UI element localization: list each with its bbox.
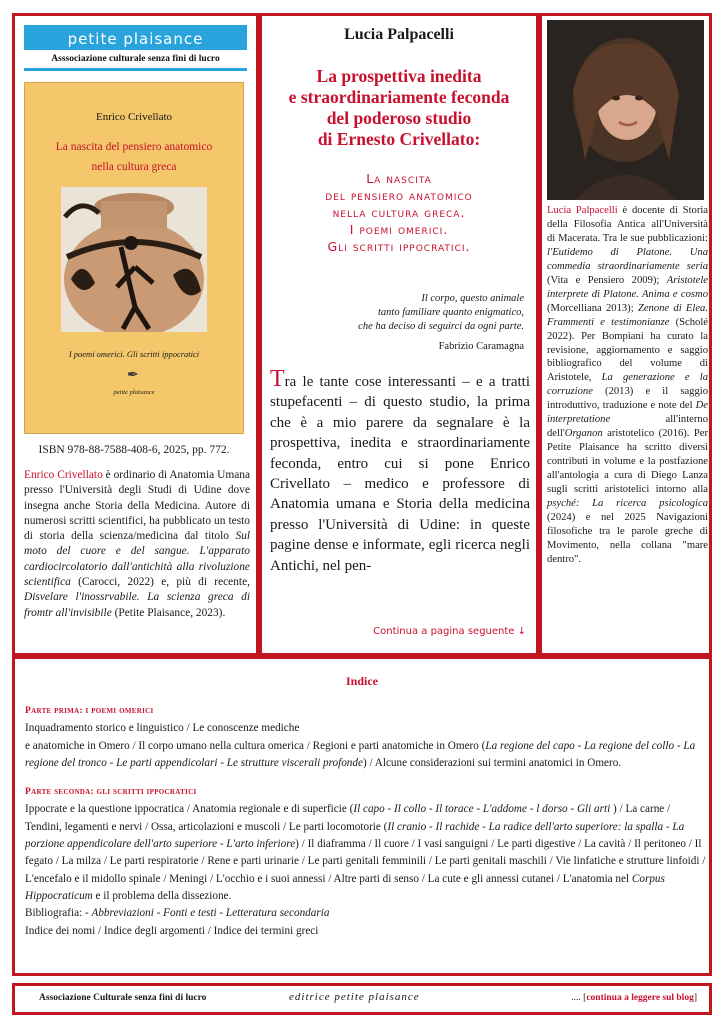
footer-association: Associazione Culturale senza fini di lucro <box>39 993 207 1003</box>
blog-link[interactable]: continua a leggere sul blog <box>586 993 694 1003</box>
footer-link-suffix: ] <box>693 993 697 1003</box>
toc-text: Bibliografia: - <box>25 907 92 920</box>
toc-part2-body <box>25 801 707 905</box>
middle-column <box>259 13 539 656</box>
toc-spacer <box>25 772 707 784</box>
toc-text: e anatomiche in Omero / Il corpo umano nella cultura omerica / Regioni e parti anatomiche in Omero ( <box>25 739 486 752</box>
cover-publisher: petite plaisance <box>113 389 155 396</box>
toc-part1-line1: Inquadramento storico e linguistico / Le conoscenze mediche <box>25 722 300 735</box>
toc-part1-title: Parte prima: i poemi omerici <box>25 706 154 716</box>
bio-text: è ordinario di Anatomia Umana presso l'Università degli Studi di Udine dove insegna anche Storia della Medicina. Autore di numerosi scritti scientifici, ha pubblicato un testo di storia della scienza/medicina dal titolo <box>24 469 251 543</box>
bio-text: all'interno dell' <box>547 414 708 440</box>
toc-title: Indice <box>345 674 378 688</box>
vase-illustration <box>61 187 207 332</box>
book-title-line: I poemi omerici. <box>349 222 449 237</box>
review-author: Lucia Palpacelli <box>344 26 454 43</box>
cover-title-line1: La nascita del pensiero anatomico <box>55 141 213 153</box>
footer-blog-link-wrap <box>571 993 697 1003</box>
epigraph <box>284 292 524 334</box>
bio-work-title: Sul moto del cuore e del sangue. L'apparato cardiocircolatorio dall'antichità alla rivoluzione scientifica <box>24 530 250 589</box>
heading-line: e straordinariamente feconda <box>288 87 510 107</box>
toc-body <box>25 703 707 940</box>
footer <box>12 983 712 1015</box>
toc-text: ) / Alcune considerazioni sui termini anatomici in Omero. <box>362 756 622 769</box>
author-photo <box>547 20 704 200</box>
table-of-contents <box>12 656 712 976</box>
review-body-text: ra le tante cose interessanti – e a tratti stupefacenti – di questo studio, la prima che è a mio parere da segnalare è la prospettiva, inedita e straordinariamente feconda, entro cui si pone Enrico Crivellato – medico e professore di Anatomia umana e Storia della medicina presso l'Università di Udine: in queste pagine dense e informate, egli ricerca negli Antichi, nel pen- <box>270 374 530 574</box>
bio-text: (Morcelliana 2013); <box>547 302 638 314</box>
toc-text: e il problema della dissezione. <box>92 889 232 902</box>
toc-part2-title: Parte seconda: gli scritti ippocratici <box>25 787 197 798</box>
toc-bibliography <box>25 905 707 922</box>
epigraph-author: Fabrizio Caramagna <box>438 341 524 352</box>
epigraph-line: Il corpo, questo animale <box>421 293 524 304</box>
toc-indices: Indice dei nomi / Indice degli argomenti / Indice dei termini greci <box>25 924 319 937</box>
bio-text: (2024) e nel 2025 Navigazioni filosofiche tra le parole greche di Movimento, nella collana "mare dentro". <box>547 511 708 565</box>
epigraph-line: che ha deciso di seguirci da ogni parte. <box>358 321 524 332</box>
bio-work-title: psyché: La ricerca psicologica <box>547 498 708 510</box>
toc-text: ) / Il diaframma / Il cuore / I vasi sanguigni / Le parti digestive / La cavità / Il peritoneo / Il fegato / La milza / Le parti respiratorie / Rene e parti urinarie / Le parti genitali femminili / Le parti genitali maschili / Vie linfatiche e strutture linfoidi / L'encefalo e il midollo spinale / Meningi / L'occhio e i suoi annessi / Altre parti di senso / La cute e gli annessi cutanei / L'anatomia nel <box>25 838 706 885</box>
continue-link[interactable]: Continua a pagina seguente ↓ <box>373 626 526 637</box>
toc-part1-body <box>25 738 707 773</box>
author-bio-name: Enrico Crivellato <box>24 469 103 481</box>
epigraph-line: tanto familiare quanto enigmatico, <box>377 307 524 318</box>
heading-line: di Ernesto Crivellato: <box>317 129 481 149</box>
book-title-line: del pensiero anatomico <box>325 188 473 203</box>
book-cover <box>24 82 244 434</box>
toc-subsection: Corpus Hippocraticum <box>25 872 665 902</box>
reviewer-bio <box>547 204 708 567</box>
left-column <box>12 13 259 656</box>
heading-line: del poderoso studio <box>326 108 472 128</box>
review-body <box>270 366 530 576</box>
bio-text: (Carocci, 2022) e, più di recente, <box>70 576 250 589</box>
bio-text: è docente di Storia della Filosofia Antica all'Università di Macerata. Tra le sue pubblicazioni: <box>547 205 708 244</box>
bio-text: (Petite Plaisance, 2023). <box>111 606 226 619</box>
toc-subsection: Il cranio - Il rachide - La radice dell'arto superiore: la spalla - La porzione appendicolare dell'arto superiore - L'arto inferiore <box>25 820 685 851</box>
toc-text: Ippocrate e la questione ippocratica / Anatomia regionale e di superficie ( <box>25 803 354 816</box>
footer-link-prefix: .... [ <box>571 993 587 1003</box>
brand-tagline: Asssociazione culturale senza fini di lucro <box>24 50 247 68</box>
toc-subsection: Abbreviazioni - Fonti e testi - Letteratura secondaria <box>91 907 330 920</box>
book-title-line: nella cultura greca. <box>332 205 466 220</box>
bio-work-title: La generazione e la corruzione <box>547 372 708 398</box>
author-bio <box>24 468 250 621</box>
book-title-line: La nascita <box>366 171 432 186</box>
bio-work-title: Aristotele interprete di Platone. Anima e cosmo <box>547 274 708 300</box>
bio-text: aristotelico (2016). Per Petite Plaisance ha scritto diversi contributi in volume e la postfazione all'antologia a cura di Diego Lanza sugli scritti aristotelici intorno alla <box>547 428 708 496</box>
cover-title-line2: nella cultura greca <box>91 161 177 173</box>
reviewer-bio-name: Lucia Palpacelli <box>547 205 618 216</box>
cover-subtitle: I poemi omerici. Gli scritti ippocratici <box>68 349 200 359</box>
bio-text: (2013) e il saggio introduttivo, traduzione e note del <box>547 386 708 412</box>
right-column <box>539 13 712 656</box>
footer-publisher: editrice petite plaisance <box>289 991 420 1003</box>
bio-text: (Vita e Pensiero 2009); <box>547 274 667 286</box>
bio-work-title: Disvelare l'inossrvabile. La scienza greca di fromtr all'invisibile <box>24 591 250 619</box>
brand-name: petite plaisance <box>67 30 204 48</box>
review-heading <box>262 66 536 150</box>
toc-subsection: Il capo - Il collo - Il torace - L'addome - l dorso - Gli arti <box>353 803 611 816</box>
bio-work-title: Organon <box>564 428 603 440</box>
cover-title <box>25 137 243 177</box>
drop-cap: T <box>270 366 285 392</box>
portrait-image <box>547 20 704 200</box>
heading-line: La prospettiva inedita <box>316 66 482 86</box>
toc-text: ) / La carne / Tendini, legamenti e nervi / Ossa, articolazioni e muscoli / Le parti locomotorie ( <box>25 803 671 833</box>
quill-logo-icon: ✒ <box>127 368 139 383</box>
bio-work-title: De interpretatione <box>547 400 708 426</box>
toc-subsection: La regione del capo - La regione del collo - La regione del tronco - Le parti appendicolari - Le strutture viscerali profonde <box>25 739 696 769</box>
bio-work-title: l'Eutidemo di Platone. Una commedia straordinariamente seria <box>547 246 708 272</box>
bio-text: (Scholé 2022). Per Bompiani ha curato la revisione, aggiornamento e saggio bibliografico del volume di Aristotele, <box>547 316 708 384</box>
book-title-line: Gli scritti ippocratici. <box>327 239 471 254</box>
cover-author: Enrico Crivellato <box>95 111 173 123</box>
book-title-block <box>262 170 536 255</box>
bio-work-title: Zenone di Elea. Frammenti e testimonianze <box>547 302 708 328</box>
isbn-line: ISBN 978-88-7588-408-6, 2025, pp. 772. <box>38 444 230 456</box>
publisher-banner <box>24 25 247 71</box>
